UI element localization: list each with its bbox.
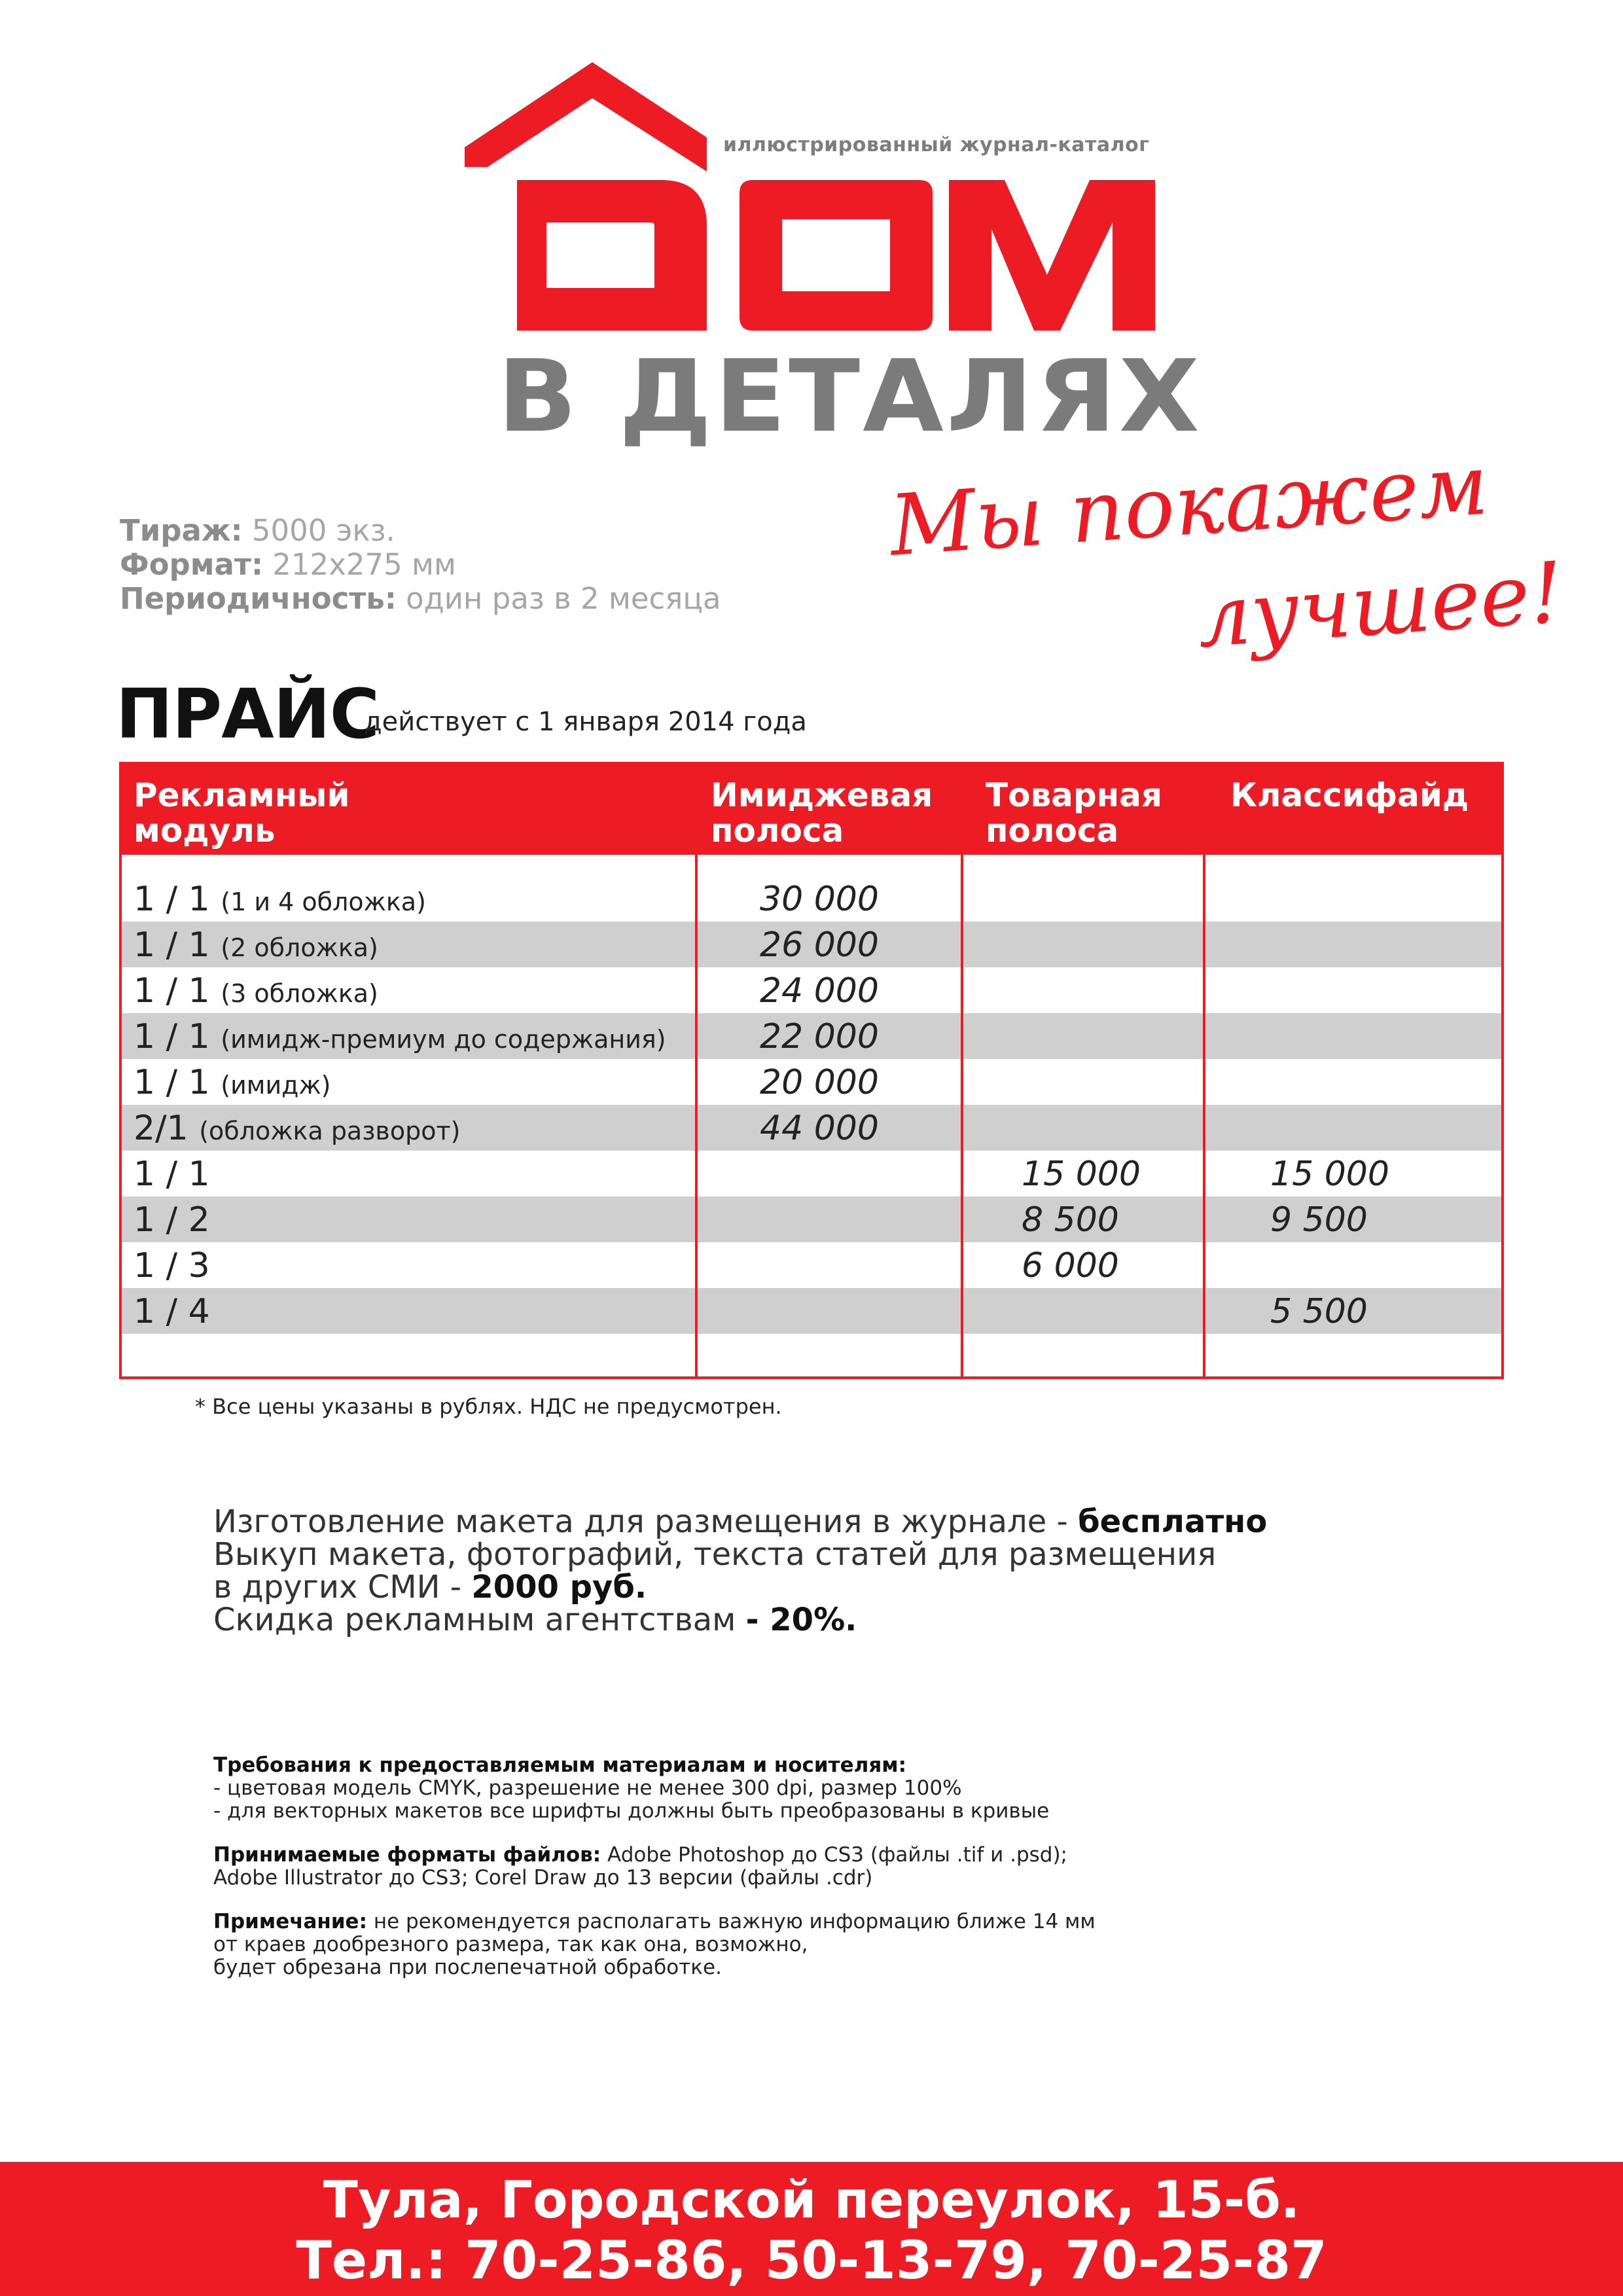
cell-module [134, 1200, 210, 1240]
info-line [213, 1571, 1267, 1604]
period-value: один раз в 2 месяца [406, 581, 721, 616]
circulation-line [120, 514, 721, 548]
module-size: 2/1 [134, 1109, 188, 1148]
module-size: 1 / 3 [134, 1246, 210, 1285]
logo-subtitle: В ДЕТАЛЯХ [497, 338, 1203, 454]
note-label: Примечание: [213, 1910, 367, 1933]
column-divider [695, 764, 698, 1376]
table-row [122, 922, 1501, 967]
module-note: (3 обложка) [221, 979, 378, 1008]
cell-module [134, 880, 426, 919]
info-bold: - 20%. [745, 1602, 857, 1638]
price-image: 22 000 [760, 1017, 879, 1056]
info-text: Выкуп макета, фотографий, текста статей для размещения [213, 1536, 1217, 1573]
footer-address: Тула, Городской переулок, 15-б. [323, 2171, 1300, 2230]
column-divider [961, 764, 963, 1376]
price-classified: 5 500 [1270, 1292, 1368, 1331]
format-label: Формат: [120, 547, 263, 582]
column-divider [1203, 764, 1205, 1376]
cell-module [134, 1017, 666, 1056]
logo-city: ТУЛА [779, 296, 887, 334]
table-header [122, 764, 1501, 855]
format-value: 212x275 мм [272, 547, 456, 582]
price-image: 26 000 [760, 925, 879, 965]
module-note: (обложка разворот) [199, 1117, 461, 1145]
period-label: Периодичность: [120, 581, 397, 616]
module-size: 1 / 1 [134, 1155, 210, 1194]
cell-module [134, 1155, 210, 1194]
module-size: 1 / 1 [134, 925, 210, 965]
module-note: (2 обложка) [221, 933, 378, 962]
info-line [213, 1505, 1267, 1538]
formats-label: Принимаемые форматы файлов: [213, 1843, 601, 1867]
info-bold: бесплатно [1078, 1503, 1268, 1540]
price-product: 15 000 [1022, 1155, 1141, 1194]
period-line [120, 582, 721, 616]
table-row [122, 1013, 1501, 1059]
footer-phones: Тел.: 70-25-86, 50-13-79, 70-25-87 [296, 2230, 1327, 2291]
footnote: * Все цены указаны в рублях. НДС не предусмотрен. [195, 1394, 782, 1419]
logo-letter-d [517, 180, 707, 331]
info-text: Скидка рекламным агентствам [213, 1602, 746, 1638]
module-note: (имидж-премиум до содержания) [221, 1025, 666, 1054]
requirements [213, 1754, 1326, 2000]
module-size: 1 / 1 [134, 971, 210, 1011]
requirements-item: - цветовая модель CMYK, разрешение не менее 300 dpi, размер 100% [213, 1776, 962, 1800]
info-text: Изготовление макета для размещения в журнале - [213, 1503, 1079, 1540]
price-valid-date: действует с 1 января 2014 года [364, 707, 807, 737]
info-text: в других СМИ - [213, 1569, 472, 1605]
table-row [122, 1288, 1501, 1334]
note-block [213, 1910, 1326, 1979]
services-info [213, 1505, 1267, 1636]
format-line [120, 548, 721, 582]
table-row [122, 1059, 1501, 1105]
table-row [122, 967, 1501, 1013]
formats-text: Adobe Photoshop до CS3 (файлы .tif и .psd); [601, 1843, 1068, 1867]
price-classified: 15 000 [1270, 1155, 1389, 1194]
module-size: 1 / 1 [134, 880, 210, 919]
info-line [213, 1604, 1267, 1636]
contact-footer [0, 2162, 1623, 2296]
module-size: 1 / 2 [134, 1200, 210, 1240]
header-classified: Классифайд [1230, 776, 1469, 814]
table-row [122, 876, 1501, 922]
cell-module [134, 1292, 210, 1331]
price-image: 44 000 [760, 1109, 879, 1148]
requirements-block [213, 1754, 1326, 1823]
logo-letter-m [949, 180, 1155, 331]
logo-tagline: иллюстрированный журнал-каталог [723, 134, 1150, 156]
price-product: 6 000 [1022, 1246, 1119, 1285]
table-row [122, 1196, 1501, 1242]
header-image: Имиджевая полоса [711, 776, 933, 850]
table-row [122, 1105, 1501, 1151]
cell-module [134, 1246, 210, 1285]
note-text: от краев дообрезного размера, так как она, возможно, [213, 1933, 808, 1956]
price-title: ПРАЙС [116, 674, 380, 754]
module-size: 1 / 4 [134, 1292, 210, 1331]
price-image: 30 000 [760, 880, 879, 919]
module-note: (1 и 4 обложка) [221, 888, 426, 916]
info-bold: 2000 руб. [471, 1569, 647, 1605]
price-image: 20 000 [760, 1063, 879, 1102]
module-note: (имидж) [221, 1071, 331, 1100]
price-classified: 9 500 [1270, 1200, 1368, 1240]
requirements-item: - для векторных макетов все шрифты должны быть преобразованы в кривые [213, 1799, 1050, 1823]
header-product: Товарная полоса [986, 776, 1163, 850]
table-row [122, 1242, 1501, 1288]
price-product: 8 500 [1022, 1200, 1119, 1240]
table-row [122, 1151, 1501, 1196]
requirements-title: Требования к предоставляемым материалам и носителям: [213, 1753, 906, 1777]
cell-module [134, 1109, 460, 1148]
slogan-line-2: лучшее! [1194, 544, 1567, 667]
circulation-label: Тираж: [120, 513, 243, 548]
cell-module [134, 971, 378, 1011]
cell-module [134, 1063, 331, 1102]
header-module: Рекламный модуль [134, 776, 350, 850]
note-text: будет обрезана при послепечатной обработке. [213, 1956, 722, 1979]
circulation-value: 5000 экз. [251, 513, 395, 548]
note-text: не рекомендуется располагать важную информацию ближе 14 мм [366, 1910, 1096, 1933]
module-size: 1 / 1 [134, 1063, 210, 1102]
module-size: 1 / 1 [134, 1017, 210, 1056]
formats-text: Adobe Illustrator до CS3; Corel Draw до 13 версии (файлы .cdr) [213, 1866, 873, 1890]
logo-roof [465, 62, 707, 171]
info-line [213, 1538, 1267, 1571]
cell-module [134, 925, 378, 965]
formats-block [213, 1844, 1326, 1890]
magazine-specs [120, 514, 721, 616]
slogan-line-1: Мы покажем [886, 436, 1491, 575]
price-table [119, 762, 1504, 1379]
price-image: 24 000 [760, 971, 879, 1011]
